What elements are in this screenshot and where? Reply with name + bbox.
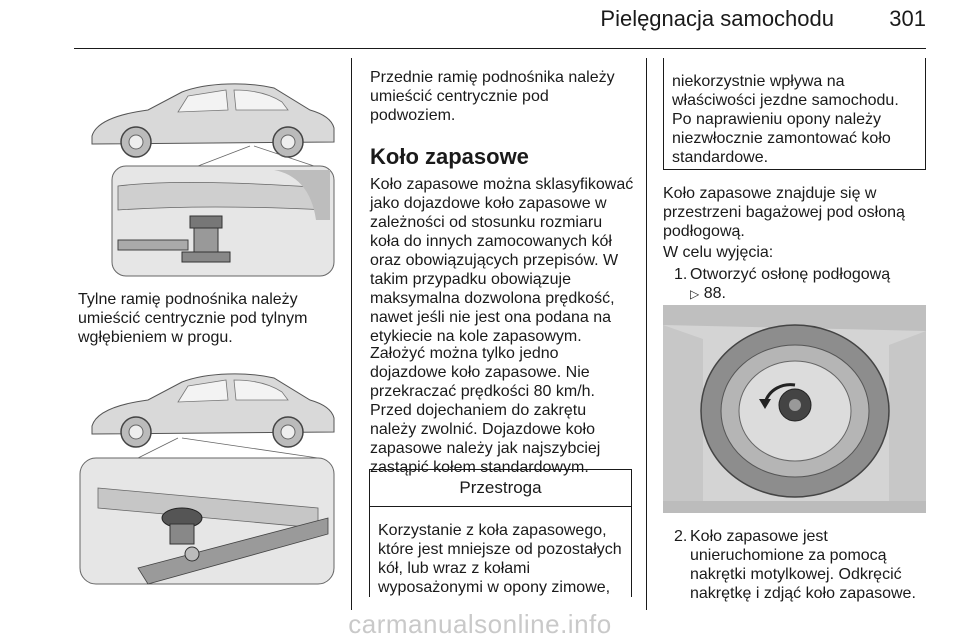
spare-wheel-paragraph-2: Założyć można tylko jedno dojazdowe koło zapasowe. Nie przekraczać prędkości 80 km/h. Przed dojechaniem do zakrętu należy zwolnić. Dojazdowe koło zapasowe należy jak najszybciej zastąpić kołem standardowym.: [370, 345, 601, 476]
step-2-text: Koło zapasowe jest unieruchomione za pomocą nakrętki motylkowej. Odkręcić nakrętkę i zdjąć koło zapasowe.: [690, 528, 916, 602]
step-2-number: 2.: [674, 528, 688, 545]
illustration-front-jack-position: [78, 358, 340, 588]
caution-heading: Przestroga: [370, 470, 631, 507]
illustration-spare-wheel-trunk: [663, 305, 926, 513]
section-title-spare-wheel: Koło zapasowe: [370, 144, 529, 169]
page-number: 301: [889, 6, 926, 31]
caution-text: Korzystanie z koła zapasowego, które jest mniejsze od pozostałych kół, lub wraz z kołami wyposażonymi w opony zimowe,: [378, 522, 622, 596]
removal-intro: W celu wyjęcia:: [663, 244, 774, 261]
watermark: carmanualsonline.info: [348, 609, 612, 639]
caption-rear-jack: Tylne ramię podnośnika należy umieścić centrycznie pod tylnym wgłębieniem w progu.: [78, 291, 308, 346]
step-1-page-ref[interactable]: 88.: [703, 285, 726, 302]
illustration-rear-jack-position: [78, 70, 340, 282]
caution-text-continued: niekorzystnie wpływa na właściwości jezdne samochodu. Po naprawieniu opony należy niezwłocznie zamontować koło standardowe.: [672, 73, 899, 166]
location-paragraph: Koło zapasowe znajduje się w przestrzeni bagażowej pod osłoną podłogową.: [663, 185, 905, 240]
column-divider-1: [351, 58, 352, 610]
page-header-title: Pielęgnacja samochodu: [600, 6, 834, 31]
caution-box: [369, 469, 632, 597]
caution-box-continued: [663, 58, 926, 170]
spare-wheel-paragraph-1: Koło zapasowe można sklasyfikować jako dojazdowe koło zapasowe w zależności od stosunku rozmiaru koła do innych zamocowanych kół oraz obowiązujących przepisów. W takim przypadku obowiązuje maksymalna dozwolona prędkość, nawet jeśli nie jest ona podana na etykiecie na kole zapasowym.: [370, 176, 634, 345]
column-divider-2: [646, 58, 647, 610]
intro-paragraph: Przednie ramię podnośnika należy umieścić centrycznie pod podwoziem.: [370, 69, 615, 124]
cross-reference-icon: ▷: [690, 287, 700, 301]
step-1: [690, 265, 926, 304]
step-1-number: 1.: [674, 266, 688, 283]
step-1-text: Otworzyć osłonę podłogową: [690, 266, 891, 283]
header-rule: [74, 48, 926, 49]
